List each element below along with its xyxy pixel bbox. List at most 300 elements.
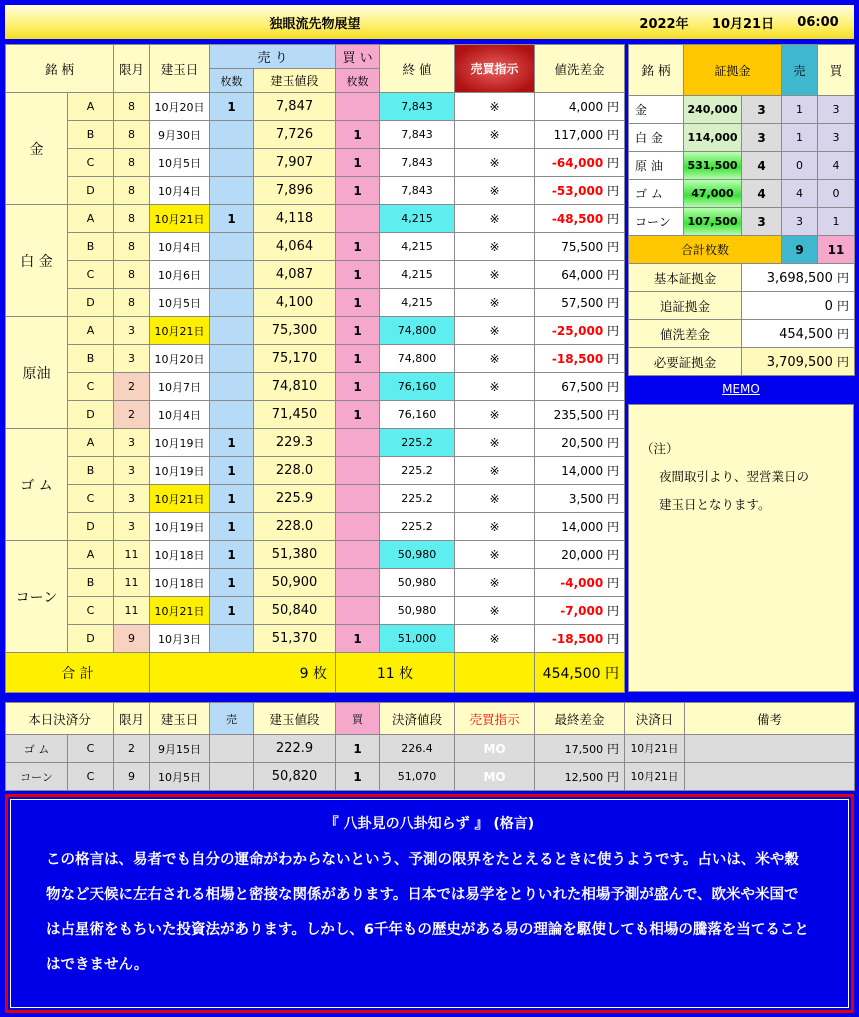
signal-cell: ※ [455, 205, 535, 233]
settled-sell-cell [210, 763, 254, 791]
sub-cell: B [68, 233, 114, 261]
margin-amount-header: 証拠金 [684, 45, 782, 96]
entry-date-cell: 10月21日 [150, 317, 210, 345]
entry-price-cell: 75,170 [254, 345, 336, 373]
col-signal-header: 売買指示 [455, 45, 535, 93]
margin-amount-cell: 114,000 [684, 124, 742, 152]
month-cell: 8 [114, 177, 150, 205]
sub-cell: C [68, 597, 114, 625]
diff-cell [535, 149, 625, 177]
yen-unit: 円 [607, 184, 620, 198]
margin-total-sell: 9 [782, 236, 818, 264]
margin-sell-cell: 1 [782, 124, 818, 152]
yen-unit: 円 [607, 548, 620, 562]
entry-price-cell: 50,900 [254, 569, 336, 597]
entry-date-cell: 10月19日 [150, 429, 210, 457]
margin-lots-cell: 4 [742, 180, 782, 208]
entry-price-cell: 71,450 [254, 401, 336, 429]
signal-cell: ※ [455, 317, 535, 345]
col-entry-date-header: 建玉日 [150, 45, 210, 93]
margin-amount-cell: 240,000 [684, 96, 742, 124]
margin-summary-label: 値洗差金 [629, 320, 742, 348]
sub-cell: B [68, 345, 114, 373]
entry-date-cell: 10月4日 [150, 233, 210, 261]
sell-count-cell: 1 [210, 485, 254, 513]
entry-price-cell: 50,840 [254, 597, 336, 625]
sell-count-cell: 1 [210, 597, 254, 625]
signal-cell: ※ [455, 513, 535, 541]
diff-cell [535, 121, 625, 149]
buy-count-cell [336, 485, 380, 513]
maxim-body: この格言は、易者でも自分の運命がわからないという、予測の限界をたとえるときに使うようです。占いは、米や穀物など天候に左右される相場と密接な関係があります。日本では易学をとりいれた相場予測が盛んで、欧米や米国では占星術をもちいた投資法があります。しかし、6千年もの歴史がある易の理論を駆使しても相場の騰落を当てることはできません。 [46, 852, 809, 973]
sub-cell: B [68, 569, 114, 597]
sell-count-cell: 1 [210, 457, 254, 485]
diff-cell [535, 289, 625, 317]
month-cell: 8 [114, 121, 150, 149]
margin-lots-cell: 4 [742, 152, 782, 180]
diff-value: 20,500 [561, 436, 604, 450]
sub-cell: C [68, 261, 114, 289]
sub-cell: C [68, 485, 114, 513]
buy-count-cell [336, 457, 380, 485]
sub-cell: D [68, 177, 114, 205]
margin-lots-cell: 3 [742, 208, 782, 236]
diff-value: 20,000 [561, 548, 604, 562]
margin-row [629, 96, 855, 124]
diff-value: -18,500 [551, 632, 604, 646]
diff-cell [535, 597, 625, 625]
settled-month-header: 限月 [114, 703, 150, 735]
close-price-cell: 74,800 [380, 317, 455, 345]
entry-date-cell: 10月7日 [150, 373, 210, 401]
memo-note-label: （注） [641, 441, 679, 456]
entry-date-cell: 10月18日 [150, 569, 210, 597]
sub-cell: D [68, 625, 114, 653]
settled-buy-cell: 1 [336, 763, 380, 791]
signal-cell: ※ [455, 289, 535, 317]
margin-buy-cell: 1 [818, 208, 855, 236]
diff-value: -48,500 [551, 212, 604, 226]
buy-count-cell: 1 [336, 121, 380, 149]
close-price-cell: 74,800 [380, 345, 455, 373]
entry-date-cell: 10月4日 [150, 177, 210, 205]
total-label: 合 計 [6, 653, 150, 693]
margin-sell-cell: 1 [782, 96, 818, 124]
sell-count-cell [210, 625, 254, 653]
settled-final-value: 17,500 [564, 743, 604, 756]
page-title: 独眼流先物展望 [269, 16, 361, 32]
entry-date-cell: 10月5日 [150, 149, 210, 177]
col-close-header: 終 値 [380, 45, 455, 93]
sub-cell: A [68, 205, 114, 233]
settled-table [5, 702, 855, 791]
yen-unit: 円 [837, 327, 850, 341]
diff-cell [535, 485, 625, 513]
settled-note-cell [685, 763, 855, 791]
diff-cell [535, 541, 625, 569]
diff-cell [535, 625, 625, 653]
margin-row [629, 152, 855, 180]
sell-count-cell [210, 121, 254, 149]
close-price-cell: 76,160 [380, 373, 455, 401]
yen-unit: 円 [607, 128, 620, 142]
entry-price-cell: 51,380 [254, 541, 336, 569]
margin-brand-cell: 原 油 [629, 152, 684, 180]
close-price-cell: 4,215 [380, 233, 455, 261]
margin-summary-row [629, 264, 855, 292]
signal-cell: ※ [455, 541, 535, 569]
margin-buy-cell: 3 [818, 96, 855, 124]
total-diff-cell [535, 653, 625, 693]
margin-summary-label: 追証拠金 [629, 292, 742, 320]
yen-unit: 円 [607, 296, 620, 310]
yen-unit: 円 [607, 324, 620, 338]
entry-date-cell: 10月21日 [150, 205, 210, 233]
month-cell: 8 [114, 205, 150, 233]
month-cell: 11 [114, 597, 150, 625]
settled-sub-cell: C [68, 763, 114, 791]
margin-buy-cell: 0 [818, 180, 855, 208]
sell-count-cell [210, 261, 254, 289]
sell-count-cell [210, 233, 254, 261]
yen-unit: 円 [607, 100, 620, 114]
buy-count-cell: 1 [336, 233, 380, 261]
total-sell-cell [150, 653, 336, 693]
table-row [6, 429, 625, 457]
settled-signal-header: 売買指示 [455, 703, 535, 735]
month-cell: 3 [114, 457, 150, 485]
sell-count-cell: 1 [210, 205, 254, 233]
sub-cell: C [68, 149, 114, 177]
table-row [6, 569, 625, 597]
sell-count-cell: 1 [210, 569, 254, 597]
buy-count-cell: 1 [336, 625, 380, 653]
entry-date-cell: 10月20日 [150, 93, 210, 121]
settled-final-value: 12,500 [564, 771, 604, 784]
col-buy-header: 買 い [336, 45, 380, 69]
margin-buy-cell: 3 [818, 124, 855, 152]
memo-link[interactable]: MEMO [722, 382, 760, 396]
sub-cell: D [68, 289, 114, 317]
margin-brand-cell: ゴ ム [629, 180, 684, 208]
buy-count-cell: 1 [336, 289, 380, 317]
month-cell: 3 [114, 317, 150, 345]
sub-cell: C [68, 373, 114, 401]
margin-amount-cell: 531,500 [684, 152, 742, 180]
settled-price-header: 建玉値段 [254, 703, 336, 735]
sell-count-cell [210, 345, 254, 373]
buy-count-cell: 1 [336, 401, 380, 429]
close-price-cell: 50,980 [380, 569, 455, 597]
close-price-cell: 4,215 [380, 261, 455, 289]
memo-line-1: 夜間取引より、翌営業日の [659, 469, 810, 484]
buy-count-cell: 1 [336, 345, 380, 373]
sell-count-cell [210, 401, 254, 429]
signal-cell: ※ [455, 429, 535, 457]
month-cell: 11 [114, 569, 150, 597]
diff-value: 3,500 [568, 492, 604, 506]
sell-count-cell [210, 177, 254, 205]
entry-price-cell: 225.9 [254, 485, 336, 513]
table-row [6, 625, 625, 653]
margin-summary-value-cell [742, 348, 855, 376]
diff-cell [535, 317, 625, 345]
signal-cell: ※ [455, 569, 535, 597]
table-row [6, 457, 625, 485]
margin-summary-row [629, 320, 855, 348]
settled-settle-date-cell: 10月21日 [625, 735, 685, 763]
settled-final-header: 最終差金 [535, 703, 625, 735]
month-cell: 2 [114, 373, 150, 401]
col-sell-count-header: 枚数 [210, 69, 254, 93]
table-row [6, 93, 625, 121]
table-row [6, 317, 625, 345]
sub-cell: A [68, 93, 114, 121]
entry-price-cell: 7,907 [254, 149, 336, 177]
month-cell: 3 [114, 429, 150, 457]
month-cell: 3 [114, 513, 150, 541]
entry-date-cell: 10月3日 [150, 625, 210, 653]
table-row [6, 289, 625, 317]
close-price-cell: 7,843 [380, 93, 455, 121]
diff-cell [535, 429, 625, 457]
margin-table [628, 44, 855, 376]
yen-unit: 円 [607, 464, 620, 478]
close-price-cell: 7,843 [380, 121, 455, 149]
diff-value: 235,500 [553, 408, 604, 422]
signal-cell: ※ [455, 345, 535, 373]
diff-cell [535, 569, 625, 597]
entry-price-cell: 228.0 [254, 513, 336, 541]
diff-cell [535, 457, 625, 485]
sell-count-cell [210, 373, 254, 401]
settled-sell-header: 売 [210, 703, 254, 735]
brand-name-cell: 白 金 [6, 205, 68, 317]
diff-value: 14,000 [561, 464, 604, 478]
diff-cell [535, 373, 625, 401]
month-cell: 8 [114, 149, 150, 177]
close-price-cell: 4,215 [380, 205, 455, 233]
settled-signal-cell: MO [455, 735, 535, 763]
settled-price-cell: 222.9 [254, 735, 336, 763]
close-price-cell: 4,215 [380, 289, 455, 317]
yen-unit: 円 [607, 268, 620, 282]
yen-unit: 円 [607, 742, 620, 756]
month-cell: 8 [114, 93, 150, 121]
signal-cell: ※ [455, 261, 535, 289]
signal-cell: ※ [455, 401, 535, 429]
close-price-cell: 76,160 [380, 401, 455, 429]
buy-count-cell [336, 513, 380, 541]
total-blank [455, 653, 535, 693]
positions-table [5, 44, 625, 693]
margin-summary-value-cell [742, 264, 855, 292]
yen-unit: 円 [607, 156, 620, 170]
settled-settle-header: 決済値段 [380, 703, 455, 735]
settled-settle-cell: 51,070 [380, 763, 455, 791]
diff-value: 57,500 [561, 296, 604, 310]
sub-cell: D [68, 513, 114, 541]
buy-count-cell [336, 93, 380, 121]
close-price-cell: 50,980 [380, 597, 455, 625]
settled-row [6, 735, 855, 763]
yen-unit: 円 [607, 436, 620, 450]
memo-line-2: 建玉日となります。 [659, 497, 771, 512]
yen-unit: 円 [837, 299, 850, 313]
signal-cell: ※ [455, 177, 535, 205]
entry-date-cell: 10月19日 [150, 513, 210, 541]
yen-unit: 円 [607, 576, 620, 590]
settled-settle-date-cell: 10月21日 [625, 763, 685, 791]
margin-amount-cell: 107,500 [684, 208, 742, 236]
table-row [6, 401, 625, 429]
buy-count-cell: 1 [336, 373, 380, 401]
yen-unit: 円 [607, 352, 620, 366]
yen-unit: 円 [837, 271, 850, 285]
brand-name-cell: ゴ ム [6, 429, 68, 541]
diff-value: -64,000 [551, 156, 604, 170]
margin-row [629, 180, 855, 208]
brand-name-cell: コーン [6, 541, 68, 653]
buy-count-cell: 1 [336, 317, 380, 345]
yen-unit: 円 [607, 408, 620, 422]
settled-month-cell: 2 [114, 735, 150, 763]
total-buy-cell [336, 653, 455, 693]
diff-cell [535, 261, 625, 289]
diff-value: 14,000 [561, 520, 604, 534]
total-sell-value: 9 [299, 665, 309, 682]
sell-count-cell: 1 [210, 93, 254, 121]
margin-brand-cell: コーン [629, 208, 684, 236]
yen-unit: 円 [607, 212, 620, 226]
diff-cell [535, 513, 625, 541]
sub-cell: A [68, 541, 114, 569]
margin-sell-cell: 3 [782, 208, 818, 236]
month-cell: 8 [114, 233, 150, 261]
brand-name-cell: 原油 [6, 317, 68, 429]
margin-summary-value-cell [742, 292, 855, 320]
diff-value: 64,000 [561, 268, 604, 282]
settled-settle-date-header: 決済日 [625, 703, 685, 735]
entry-date-cell: 10月21日 [150, 485, 210, 513]
month-cell: 2 [114, 401, 150, 429]
yen-unit: 円 [607, 520, 620, 534]
month-cell: 3 [114, 485, 150, 513]
margin-row [629, 124, 855, 152]
buy-count-cell [336, 205, 380, 233]
margin-summary-value: 3,698,500 [766, 271, 833, 286]
settled-row [6, 763, 855, 791]
entry-price-cell: 7,896 [254, 177, 336, 205]
entry-price-cell: 7,726 [254, 121, 336, 149]
sub-cell: B [68, 457, 114, 485]
margin-summary-value: 3,709,500 [766, 355, 833, 370]
margin-summary-label: 必要証拠金 [629, 348, 742, 376]
settled-note-header: 備考 [685, 703, 855, 735]
table-row [6, 233, 625, 261]
diff-cell [535, 401, 625, 429]
close-price-cell: 225.2 [380, 485, 455, 513]
maxim-title: 『 八卦見の八卦知らず 』 (格言) [324, 816, 535, 832]
diff-value: -7,000 [560, 604, 604, 618]
signal-cell: ※ [455, 93, 535, 121]
sell-count-cell [210, 317, 254, 345]
table-row [6, 485, 625, 513]
table-row [6, 541, 625, 569]
diff-cell [535, 205, 625, 233]
margin-sell-cell: 4 [782, 180, 818, 208]
yen-unit: 円 [607, 770, 620, 784]
entry-price-cell: 4,064 [254, 233, 336, 261]
signal-cell: ※ [455, 149, 535, 177]
diff-value: 75,500 [561, 240, 604, 254]
table-row [6, 513, 625, 541]
buy-count-cell [336, 597, 380, 625]
yen-unit: 円 [607, 604, 620, 618]
month-cell: 11 [114, 541, 150, 569]
sell-count-cell [210, 149, 254, 177]
diff-value: -53,000 [551, 184, 604, 198]
margin-lots-cell: 3 [742, 124, 782, 152]
settled-label-header: 本日決済分 [6, 703, 114, 735]
entry-price-cell: 75,300 [254, 317, 336, 345]
entry-price-cell: 228.0 [254, 457, 336, 485]
sell-count-cell [210, 289, 254, 317]
signal-cell: ※ [455, 485, 535, 513]
close-price-cell: 225.2 [380, 457, 455, 485]
entry-price-cell: 4,118 [254, 205, 336, 233]
page-header [5, 5, 854, 39]
margin-summary-value-cell [742, 320, 855, 348]
signal-cell: ※ [455, 373, 535, 401]
entry-date-cell: 10月4日 [150, 401, 210, 429]
sub-cell: D [68, 401, 114, 429]
total-sell-unit: 枚 [313, 665, 328, 682]
entry-price-cell: 7,847 [254, 93, 336, 121]
margin-summary-value: 454,500 [779, 327, 833, 342]
close-price-cell: 225.2 [380, 429, 455, 457]
entry-date-cell: 10月5日 [150, 289, 210, 317]
diff-value: -25,000 [551, 324, 604, 338]
settled-final-cell [535, 763, 625, 791]
settled-signal-cell: MO [455, 763, 535, 791]
table-row [6, 345, 625, 373]
margin-summary-value: 0 [824, 299, 833, 314]
margin-buy-cell: 4 [818, 152, 855, 180]
margin-brand-cell: 白 金 [629, 124, 684, 152]
diff-cell [535, 345, 625, 373]
table-row [6, 177, 625, 205]
margin-total-label: 合計枚数 [629, 236, 782, 264]
entry-date-cell: 9月30日 [150, 121, 210, 149]
settled-date-header: 建玉日 [150, 703, 210, 735]
table-row [6, 205, 625, 233]
entry-date-cell: 10月21日 [150, 597, 210, 625]
header-year: 2022年 [639, 16, 689, 32]
buy-count-cell [336, 569, 380, 597]
col-buy-count-header: 枚数 [336, 69, 380, 93]
margin-lots-cell: 3 [742, 96, 782, 124]
entry-date-cell: 10月19日 [150, 457, 210, 485]
total-buy-unit: 枚 [399, 665, 414, 682]
month-cell: 9 [114, 625, 150, 653]
margin-summary-row [629, 348, 855, 376]
month-cell: 8 [114, 289, 150, 317]
margin-total-buy: 11 [818, 236, 855, 264]
yen-unit: 円 [605, 665, 620, 682]
margin-summary-label: 基本証拠金 [629, 264, 742, 292]
col-sell-header: 売 り [210, 45, 336, 69]
